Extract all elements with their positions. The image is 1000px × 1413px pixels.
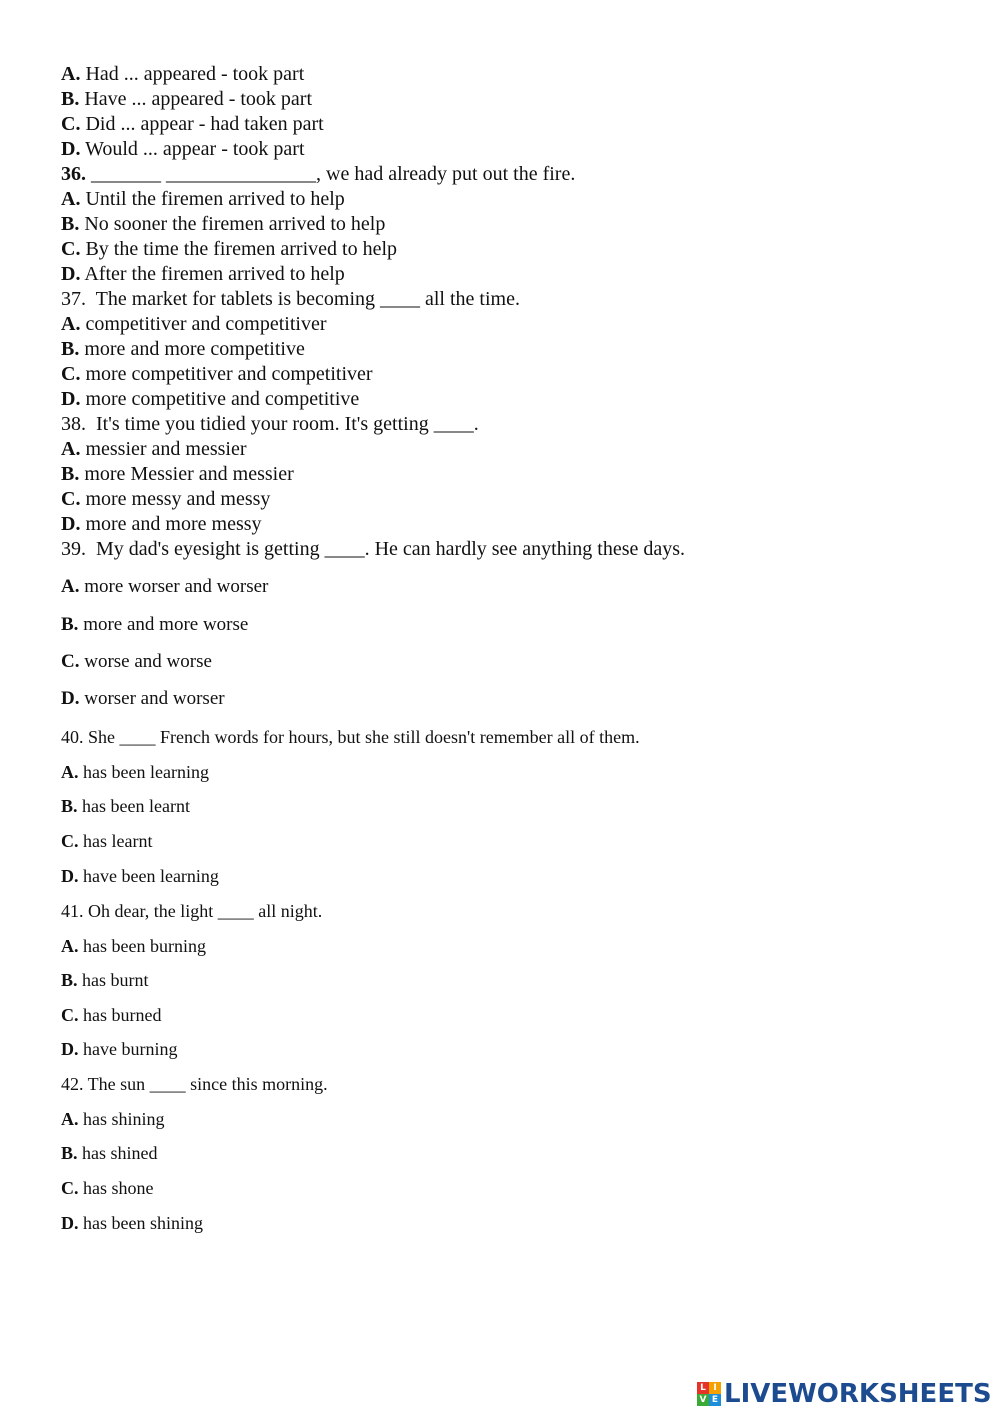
line-text: more and more messy (80, 513, 262, 535)
question-text (61, 539, 685, 559)
answer-option (61, 797, 190, 815)
answer-option (61, 214, 385, 234)
line-text: Would ... appear - took part (80, 138, 305, 160)
answer-option (61, 1006, 161, 1024)
line-text: worse and worse (79, 651, 212, 672)
line-text: has shined (77, 1143, 158, 1163)
answer-option (61, 1110, 165, 1128)
answer-option (61, 239, 397, 259)
option-letter: B. (61, 88, 80, 110)
option-letter: A. (61, 438, 81, 460)
line-text: more and more competitive (79, 338, 305, 360)
liveworksheets-logo-icon (697, 1382, 721, 1406)
answer-option (61, 763, 209, 781)
line-text: 42. The sun ____ since this morning. (61, 1074, 328, 1094)
answer-option (61, 1214, 203, 1232)
option-letter: C. (61, 1178, 79, 1198)
line-text: No sooner the firemen arrived to help (79, 213, 386, 235)
answer-option (61, 1144, 158, 1162)
question-text (61, 164, 575, 184)
answer-option (61, 652, 212, 671)
option-letter: A. (61, 188, 81, 210)
option-letter: C. (61, 363, 81, 385)
option-letter: 36. (61, 163, 86, 185)
line-text: By the time the firemen arrived to help (80, 238, 398, 260)
logo-mark-cell: E (709, 1394, 721, 1406)
question-text (61, 728, 640, 746)
line-text: has shining (78, 1109, 165, 1129)
option-letter: B. (61, 970, 78, 990)
answer-option (61, 264, 345, 284)
line-text: has burnt (77, 970, 149, 990)
answer-option (61, 364, 373, 384)
answer-option (61, 689, 225, 708)
line-text: Have ... appeared - took part (79, 88, 313, 110)
line-text: has been learning (78, 762, 209, 782)
line-text: more competitive and competitive (80, 388, 360, 410)
answer-option (61, 1040, 177, 1058)
line-text: has learnt (78, 831, 153, 851)
answer-option (61, 577, 268, 596)
line-text: 39. My dad's eyesight is getting ____. He can hardly see anything these days. (61, 538, 686, 560)
logo-mark-cell: I (709, 1382, 721, 1394)
line-text: 41. Oh dear, the light ____ all night. (61, 901, 323, 921)
liveworksheets-logo (697, 1379, 992, 1409)
logo-mark-cell: L (697, 1382, 709, 1394)
line-text: more and more worse (78, 614, 249, 635)
line-text: 37. The market for tablets is becoming ____ all the time. (61, 288, 520, 310)
line-text: has shone (78, 1178, 154, 1198)
line-text: Until the firemen arrived to help (80, 188, 345, 210)
line-text: has been burning (78, 936, 206, 956)
answer-option (61, 114, 324, 134)
question-text (61, 414, 479, 434)
option-letter: A. (61, 936, 79, 956)
answer-option (61, 189, 345, 209)
logo-wordmark: LIVEWORKSHEETS (724, 1379, 992, 1409)
line-text: has burned (78, 1005, 162, 1025)
option-letter: D. (61, 263, 81, 285)
question-text (61, 289, 520, 309)
line-text: _______ _______________, we had already put out the fire. (86, 163, 576, 185)
option-letter: A. (61, 762, 79, 782)
option-letter: B. (61, 1143, 78, 1163)
option-letter: C. (61, 113, 81, 135)
answer-option (61, 867, 219, 885)
question-text (61, 902, 322, 920)
option-letter: D. (61, 138, 81, 160)
answer-option (61, 464, 294, 484)
answer-option (61, 139, 305, 159)
answer-option (61, 314, 326, 334)
option-letter: C. (61, 651, 80, 672)
option-letter: C. (61, 831, 79, 851)
option-letter: A. (61, 313, 81, 335)
line-text: worser and worser (79, 688, 225, 709)
line-text: Had ... appeared - took part (80, 63, 305, 85)
option-letter: A. (61, 63, 81, 85)
line-text: 40. She ____ French words for hours, but she still doesn't remember all of them. (61, 727, 640, 747)
option-letter: A. (61, 576, 80, 597)
option-letter: D. (61, 866, 79, 886)
answer-option (61, 937, 206, 955)
line-text: have burning (78, 1039, 178, 1059)
option-letter: B. (61, 796, 78, 816)
option-letter: D. (61, 388, 81, 410)
option-letter: B. (61, 213, 80, 235)
line-text: more messy and messy (80, 488, 271, 510)
answer-option (61, 615, 248, 634)
option-letter: A. (61, 1109, 79, 1129)
option-letter: C. (61, 1005, 79, 1025)
line-text: Did ... appear - had taken part (80, 113, 324, 135)
option-letter: D. (61, 1039, 79, 1059)
answer-option (61, 832, 152, 850)
line-text: more competitiver and competitiver (80, 363, 373, 385)
answer-option (61, 489, 270, 509)
line-text: has been shining (78, 1213, 203, 1233)
line-text: competitiver and competitiver (80, 313, 327, 335)
option-letter: D. (61, 513, 81, 535)
line-text: 38. It's time you tidied your room. It's getting ____. (61, 413, 479, 435)
answer-option (61, 389, 359, 409)
line-text: After the firemen arrived to help (80, 263, 345, 285)
line-text: more Messier and messier (79, 463, 294, 485)
answer-option (61, 64, 304, 84)
option-letter: B. (61, 463, 80, 485)
option-letter: C. (61, 238, 81, 260)
question-text (61, 1075, 328, 1093)
line-text: more worser and worser (79, 576, 269, 597)
answer-option (61, 1179, 154, 1197)
option-letter: D. (61, 688, 80, 709)
line-text: have been learning (78, 866, 219, 886)
option-letter: D. (61, 1213, 79, 1233)
option-letter: B. (61, 338, 80, 360)
line-text: messier and messier (80, 438, 247, 460)
logo-mark-cell: V (697, 1394, 709, 1406)
answer-option (61, 339, 305, 359)
option-letter: B. (61, 614, 79, 635)
option-letter: C. (61, 488, 81, 510)
answer-option (61, 439, 247, 459)
answer-option (61, 89, 312, 109)
answer-option (61, 971, 149, 989)
line-text: has been learnt (77, 796, 190, 816)
answer-option (61, 514, 262, 534)
